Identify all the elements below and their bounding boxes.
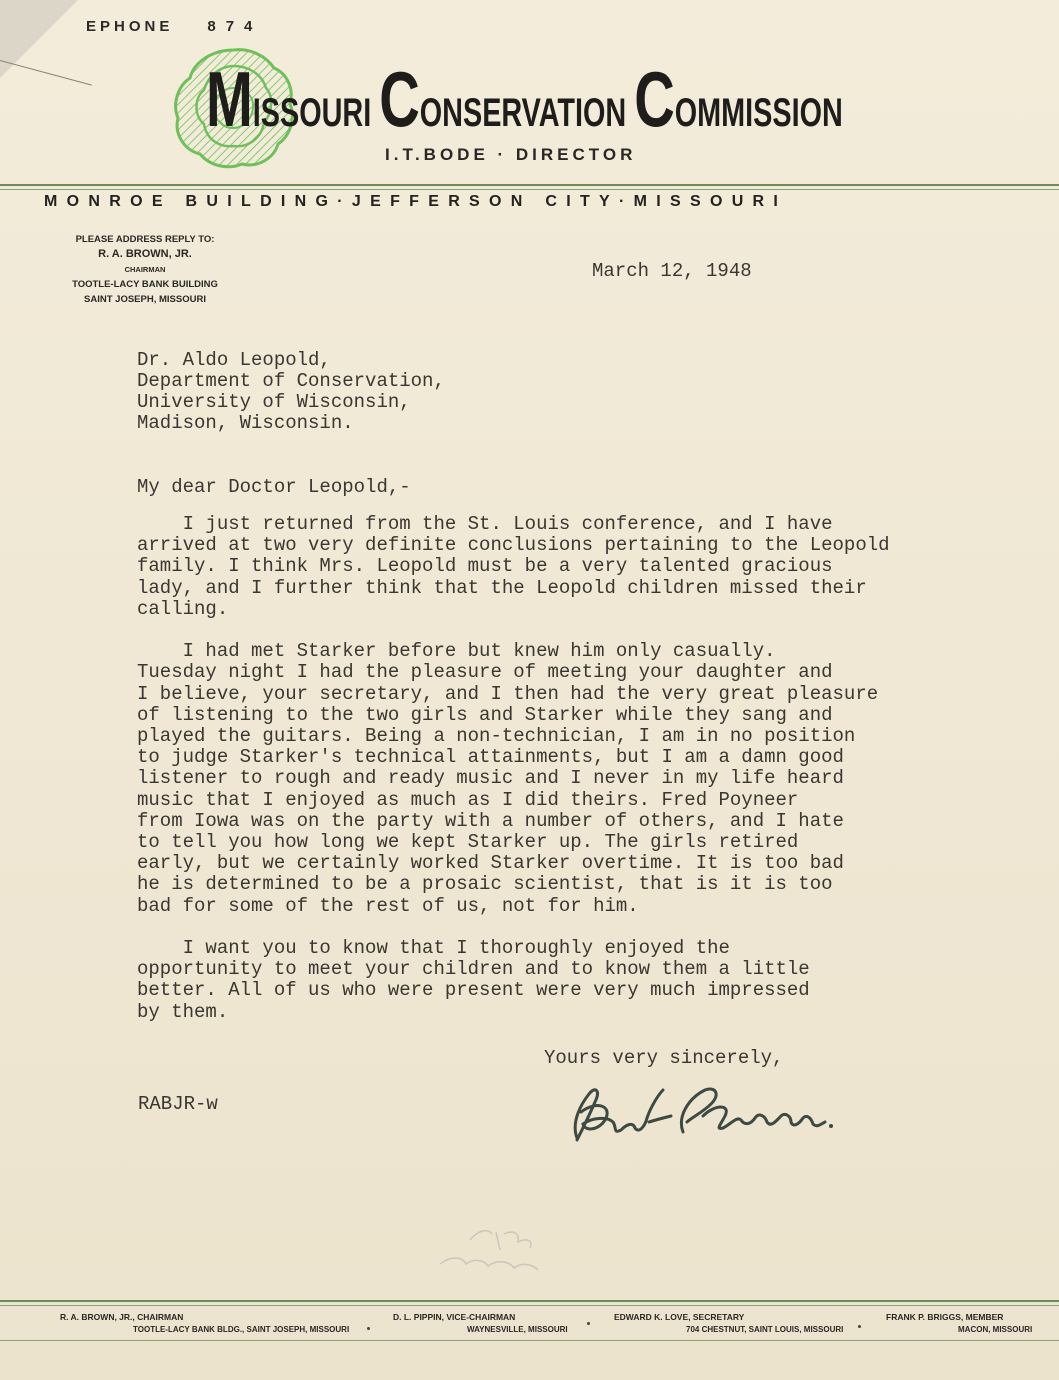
org-word-3-cap: C [634, 55, 675, 143]
reply-name: R. A. BROWN, JR. [98, 248, 192, 260]
officer-2 [393, 1312, 568, 1334]
director-line: I.T.BODE · DIRECTOR [385, 145, 637, 164]
officer-1 [60, 1312, 349, 1334]
letter-body: I just returned from the St. Louis conference, and I have arrived at two very definite conclusions pertaining to the Leopold family. I think Mrs. Leopold must be a very talented gracious lady, and I further think that the Leopold children missed their calling. I had met Starker before but knew him only casually. Tuesday night I had the pleasure of meeting your daughter and I believe, your secretary, and I then had the very great pleasure of listening to the two girls and Starker while they sang and played the guitars. Being a non-technician, I am in no position to judge Starker's technical attainments, but I am a damn good listener to rough and ready music and I never in my life heard music that I enjoyed as much as I did theirs. Fred Poyneer from Iowa was on the party with a number of others, and I hate to tell you how long we kept Starker up. The girls retired early, but we certainly worked Starker overtime. It is too bad he is determined to be a prosaic scientist, that is it is too bad for some of the rest of us, not for him. I want you to know that I thoroughly enjoyed the opportunity to meet your children and to know them a little better. All of us who were present were very much impressed by them. [137, 513, 890, 1023]
footer-rule-bottom [0, 1340, 1059, 1341]
closing: Yours very sincerely, [544, 1047, 784, 1069]
officer-3 [614, 1312, 843, 1334]
reply-building: TOOTLE-LACY BANK BUILDING [72, 279, 218, 290]
address-line: MONROE BUILDING·JEFFERSON CITY·MISSOURI [44, 193, 788, 210]
organization-name [206, 55, 843, 143]
reference-initials: RABJR-w [138, 1093, 218, 1115]
reply-to-block [50, 232, 240, 307]
telephone-line [86, 18, 262, 35]
officer-4-address: MACON, MISSOURI [958, 1325, 1033, 1334]
header-rule [0, 184, 1059, 186]
officer-1-address: TOOTLE-LACY BANK BLDG., SAINT JOSEPH, MISSOURI [133, 1325, 350, 1334]
officer-2-name: D. L. PIPPIN, VICE-CHAIRMAN [393, 1312, 516, 1322]
officer-4 [886, 1312, 1032, 1334]
reply-label: PLEASE ADDRESS REPLY TO: [75, 234, 215, 245]
officer-3-name: EDWARD K. LOVE, SECRETARY [614, 1312, 745, 1322]
org-word-2-cap: C [379, 55, 420, 143]
telephone-label: EPHONE [86, 18, 174, 35]
inside-address: Dr. Aldo Leopold, Department of Conservation, University of Wisconsin, Madison, Wisconsin. [137, 349, 445, 434]
officer-1-name: R. A. BROWN, JR., CHAIRMAN [60, 1312, 184, 1322]
salutation: My dear Doctor Leopold,- [137, 476, 411, 498]
handwritten-signature [555, 1060, 845, 1155]
footer-rule [0, 1300, 1059, 1302]
officer-4-name: FRANK P. BRIGGS, MEMBER [886, 1312, 1004, 1322]
org-word-2-rest: ONSERVATION [419, 91, 635, 135]
header-rule-thin [0, 189, 1059, 190]
footer-separator-dot [858, 1325, 861, 1328]
faint-pencil-note [430, 1220, 550, 1280]
org-word-1-rest: ISSOURI [252, 91, 380, 135]
folded-corner [0, 0, 78, 78]
footer-separator-dot [587, 1322, 590, 1325]
footer-separator-dot [367, 1327, 370, 1330]
footer-rule-thin [0, 1305, 1059, 1306]
reply-city: SAINT JOSEPH, MISSOURI [84, 294, 206, 305]
reply-title: CHAIRMAN [124, 265, 166, 274]
letter-date: March 12, 1948 [592, 260, 752, 282]
org-word-1-cap: M [206, 55, 253, 143]
org-word-3-rest: OMMISSION [674, 91, 843, 135]
telephone-number: 874 [207, 18, 263, 35]
officer-3-address: 704 CHESTNUT, SAINT LOUIS, MISSOURI [686, 1325, 844, 1334]
officer-2-address: WAYNESVILLE, MISSOURI [467, 1325, 568, 1334]
